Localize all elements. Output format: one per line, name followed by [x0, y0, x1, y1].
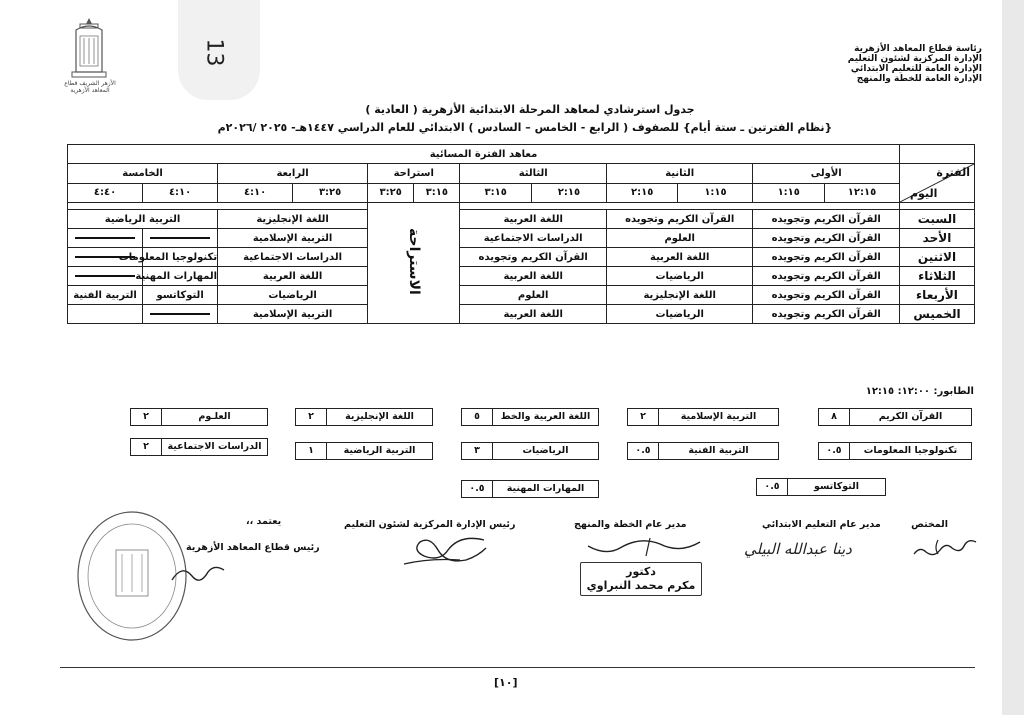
hours-box — [756, 478, 886, 496]
header-corner — [900, 164, 975, 203]
day-label: السبت — [900, 210, 975, 229]
hours-subject: التربية الإسلامية — [680, 411, 757, 422]
document-title: جدول استرشادي لمعاهد المرحلة الابتدائية الأزهرية ( العادية ) — [365, 103, 695, 116]
time-cell: ١:١٥ — [678, 183, 753, 203]
section-title: معاهد الفترة المسائية — [68, 145, 900, 164]
time-cell: ١:١٥ — [753, 183, 825, 203]
planning-director-title: مدير عام الخطة والمنهج — [574, 519, 687, 530]
hours-box — [627, 408, 779, 426]
central-admin-title: رئيس الإدارة المركزية لشئون التعليم — [344, 519, 516, 530]
hours-subject: القرآن الكريم — [878, 411, 943, 422]
subject-cell: التربية الإسلامية — [218, 229, 368, 248]
period-header: الخامسة — [68, 164, 218, 184]
page-number: [١٠] — [494, 676, 518, 689]
hours-subject: اللغة العربية والخط — [500, 411, 591, 422]
hours-subject: الدراسات الاجتماعية — [167, 441, 262, 452]
department-line: الإدارة العامة للخطة والمنهج — [856, 74, 982, 84]
time-cell: ٢:١٥ — [531, 183, 606, 203]
subject-cell: اللغة الإنجليزية — [606, 286, 753, 305]
hours-subject: اللغة الإنجليزية — [345, 411, 414, 422]
empty-slot — [143, 305, 218, 324]
day-label: الخميس — [900, 305, 975, 324]
hours-value: ٥ — [462, 409, 493, 425]
department-line: رئاسة قطاع المعاهد الأزهرية — [854, 44, 982, 54]
time-cell: ٤:١٠ — [218, 183, 293, 203]
subject-cell: القرآن الكريم وتجويده — [460, 248, 607, 267]
subject-cell: العلوم — [460, 286, 607, 305]
subject-cell: التربية الإسلامية — [218, 305, 368, 324]
hours-value: ١ — [296, 443, 327, 459]
corner-day-label: اليوم — [910, 187, 938, 200]
subject-cell: اللغة العربية — [460, 210, 607, 229]
day-label: الأربعاء — [900, 286, 975, 305]
subject-cell: القرآن الكريم وتجويده — [753, 229, 900, 248]
subject-cell: القرآن الكريم وتجويده — [753, 305, 900, 324]
hours-value: ٢ — [628, 409, 659, 425]
empty-slot — [68, 229, 143, 248]
spacer-cell — [68, 203, 368, 210]
approve-label: يعتمد ،، — [246, 516, 282, 527]
empty-slot — [68, 267, 143, 286]
page-tab-number: 13 — [201, 38, 227, 67]
hours-box — [818, 408, 972, 426]
time-cell: ٢:١٥ — [606, 183, 678, 203]
subject-cell: اللغة الإنجليزية — [218, 210, 368, 229]
header-corner-blank — [900, 145, 975, 164]
hours-value: ٢ — [131, 409, 162, 425]
hours-box — [461, 442, 599, 460]
period-header: الثانية — [606, 164, 753, 184]
sector-head-title: رئيس قطاع المعاهد الأزهرية — [186, 542, 320, 553]
subject-cell: القرآن الكريم وتجويده — [753, 248, 900, 267]
sector-head-signature-icon — [168, 560, 228, 590]
azhar-emblem-icon — [66, 16, 112, 86]
time-cell: ٤:٤٠ — [68, 183, 143, 203]
stamp-name: مكرم محمد النبراوي — [586, 579, 696, 592]
time-cell: ٣:١٥ — [460, 183, 532, 203]
subject-cell: الرياضيات — [218, 286, 368, 305]
document-subtitle: {نظام الفترتين ـ ستة أيام} للصفوف ( الرابع - الخامس – السادس ) الابتدائي للعام الدراسي ١٤٤٧هـ- ٢٠٢٥ /٢٠٢٦م — [217, 121, 833, 134]
specialist-title: المختص — [911, 519, 948, 530]
hours-value: ٢ — [131, 439, 162, 455]
hours-value: ٠.٥ — [757, 479, 788, 495]
time-cell: ٤:١٠ — [143, 183, 218, 203]
viewer-side-strip — [1002, 0, 1024, 715]
subject-cell: اللغة العربية — [218, 267, 368, 286]
hours-box — [130, 408, 268, 426]
subject-cell: اللغة العربية — [606, 248, 753, 267]
handwritten-name: دينا عبدالله البيلي — [744, 540, 852, 558]
subject-cell: تكنولوجيا المعلومات — [143, 248, 218, 267]
hours-box — [461, 480, 599, 498]
period-header: الرابعة — [218, 164, 368, 184]
subject-cell: القرآن الكريم وتجويده — [753, 267, 900, 286]
hours-value: ٨ — [819, 409, 850, 425]
footer-rule — [60, 667, 975, 668]
stamp-title: دكتور — [626, 565, 656, 578]
subject-cell: الرياضيات — [606, 305, 753, 324]
specialist-signature-icon — [910, 532, 980, 566]
queue-time: الطابور: ١٢:٠٠: ١٢:١٥ — [865, 386, 974, 397]
primary-director-title: مدير عام التعليم الابتدائي — [762, 519, 881, 530]
department-line: الإدارة العامة للتعليم الابتدائي — [850, 64, 982, 74]
hours-value: ٠.٥ — [819, 443, 850, 459]
schedule-table — [67, 144, 975, 324]
subject-cell: اللغة العربية — [460, 305, 607, 324]
doctor-name-stamp — [580, 562, 702, 596]
hours-subject: التربية الرياضية — [343, 445, 416, 456]
corner-period-label: الفترة — [936, 166, 970, 179]
department-line: الإدارة المركزية لشئون التعليم — [847, 54, 982, 64]
period-header: الثالثة — [460, 164, 607, 184]
hours-box — [627, 442, 779, 460]
hours-subject: الرياضيات — [522, 445, 569, 456]
emblem-caption: الأزهر الشريف قطاع المعاهد الأزهرية — [64, 80, 116, 94]
hours-subject: تكنولوجيا المعلومات — [863, 445, 958, 456]
subject-cell: الدراسات الاجتماعية — [218, 248, 368, 267]
subject-cell: الرياضيات — [606, 267, 753, 286]
subject-cell: المهارات المهنية — [143, 267, 218, 286]
subject-cell: اللغة العربية — [460, 267, 607, 286]
subject-cell: التربية الفنية — [68, 286, 143, 305]
break-column — [368, 203, 460, 324]
empty-slot — [68, 305, 143, 324]
subject-cell: العلوم — [606, 229, 753, 248]
spacer-cell — [460, 203, 900, 210]
period-header: الأولى — [753, 164, 900, 184]
period-header: استراحة — [368, 164, 460, 184]
time-cell: ٣:٢٥ — [368, 183, 414, 203]
subject-cell: التربية الرياضية — [68, 210, 218, 229]
hours-box — [295, 442, 433, 460]
time-cell: ٣:٢٥ — [293, 183, 368, 203]
time-cell: ٣:١٥ — [414, 183, 460, 203]
hours-value: ٢ — [296, 409, 327, 425]
hours-box — [818, 442, 972, 460]
empty-slot — [143, 229, 218, 248]
department-header — [782, 44, 982, 84]
empty-slot — [68, 248, 143, 267]
hours-subject: المهارات المهنية — [506, 483, 585, 494]
day-label: الاثنين — [900, 248, 975, 267]
break-label: الاستراحة — [405, 228, 422, 295]
spacer-cell — [900, 203, 975, 210]
subject-cell: التوكاتسو — [143, 286, 218, 305]
central-admin-signature-icon — [400, 530, 490, 570]
hours-value: ٠.٥ — [628, 443, 659, 459]
day-label: الأحد — [900, 229, 975, 248]
hours-value: ٠.٥ — [462, 481, 493, 497]
hours-box — [295, 408, 433, 426]
hours-subject: التوكاتسو — [814, 481, 859, 492]
day-label: الثلاثاء — [900, 267, 975, 286]
hours-subject: التربية الفنية — [688, 445, 749, 456]
hours-subject: العلـوم — [198, 411, 231, 422]
subject-cell: القرآن الكريم وتجويده — [606, 210, 753, 229]
subject-cell: القرآن الكريم وتجويده — [753, 210, 900, 229]
planning-director-signature-icon — [580, 532, 710, 562]
subject-cell: الدراسات الاجتماعية — [460, 229, 607, 248]
hours-box — [130, 438, 268, 456]
subject-cell: القرآن الكريم وتجويده — [753, 286, 900, 305]
hours-value: ٣ — [462, 443, 493, 459]
hours-box — [461, 408, 599, 426]
time-cell: ١٢:١٥ — [825, 183, 900, 203]
